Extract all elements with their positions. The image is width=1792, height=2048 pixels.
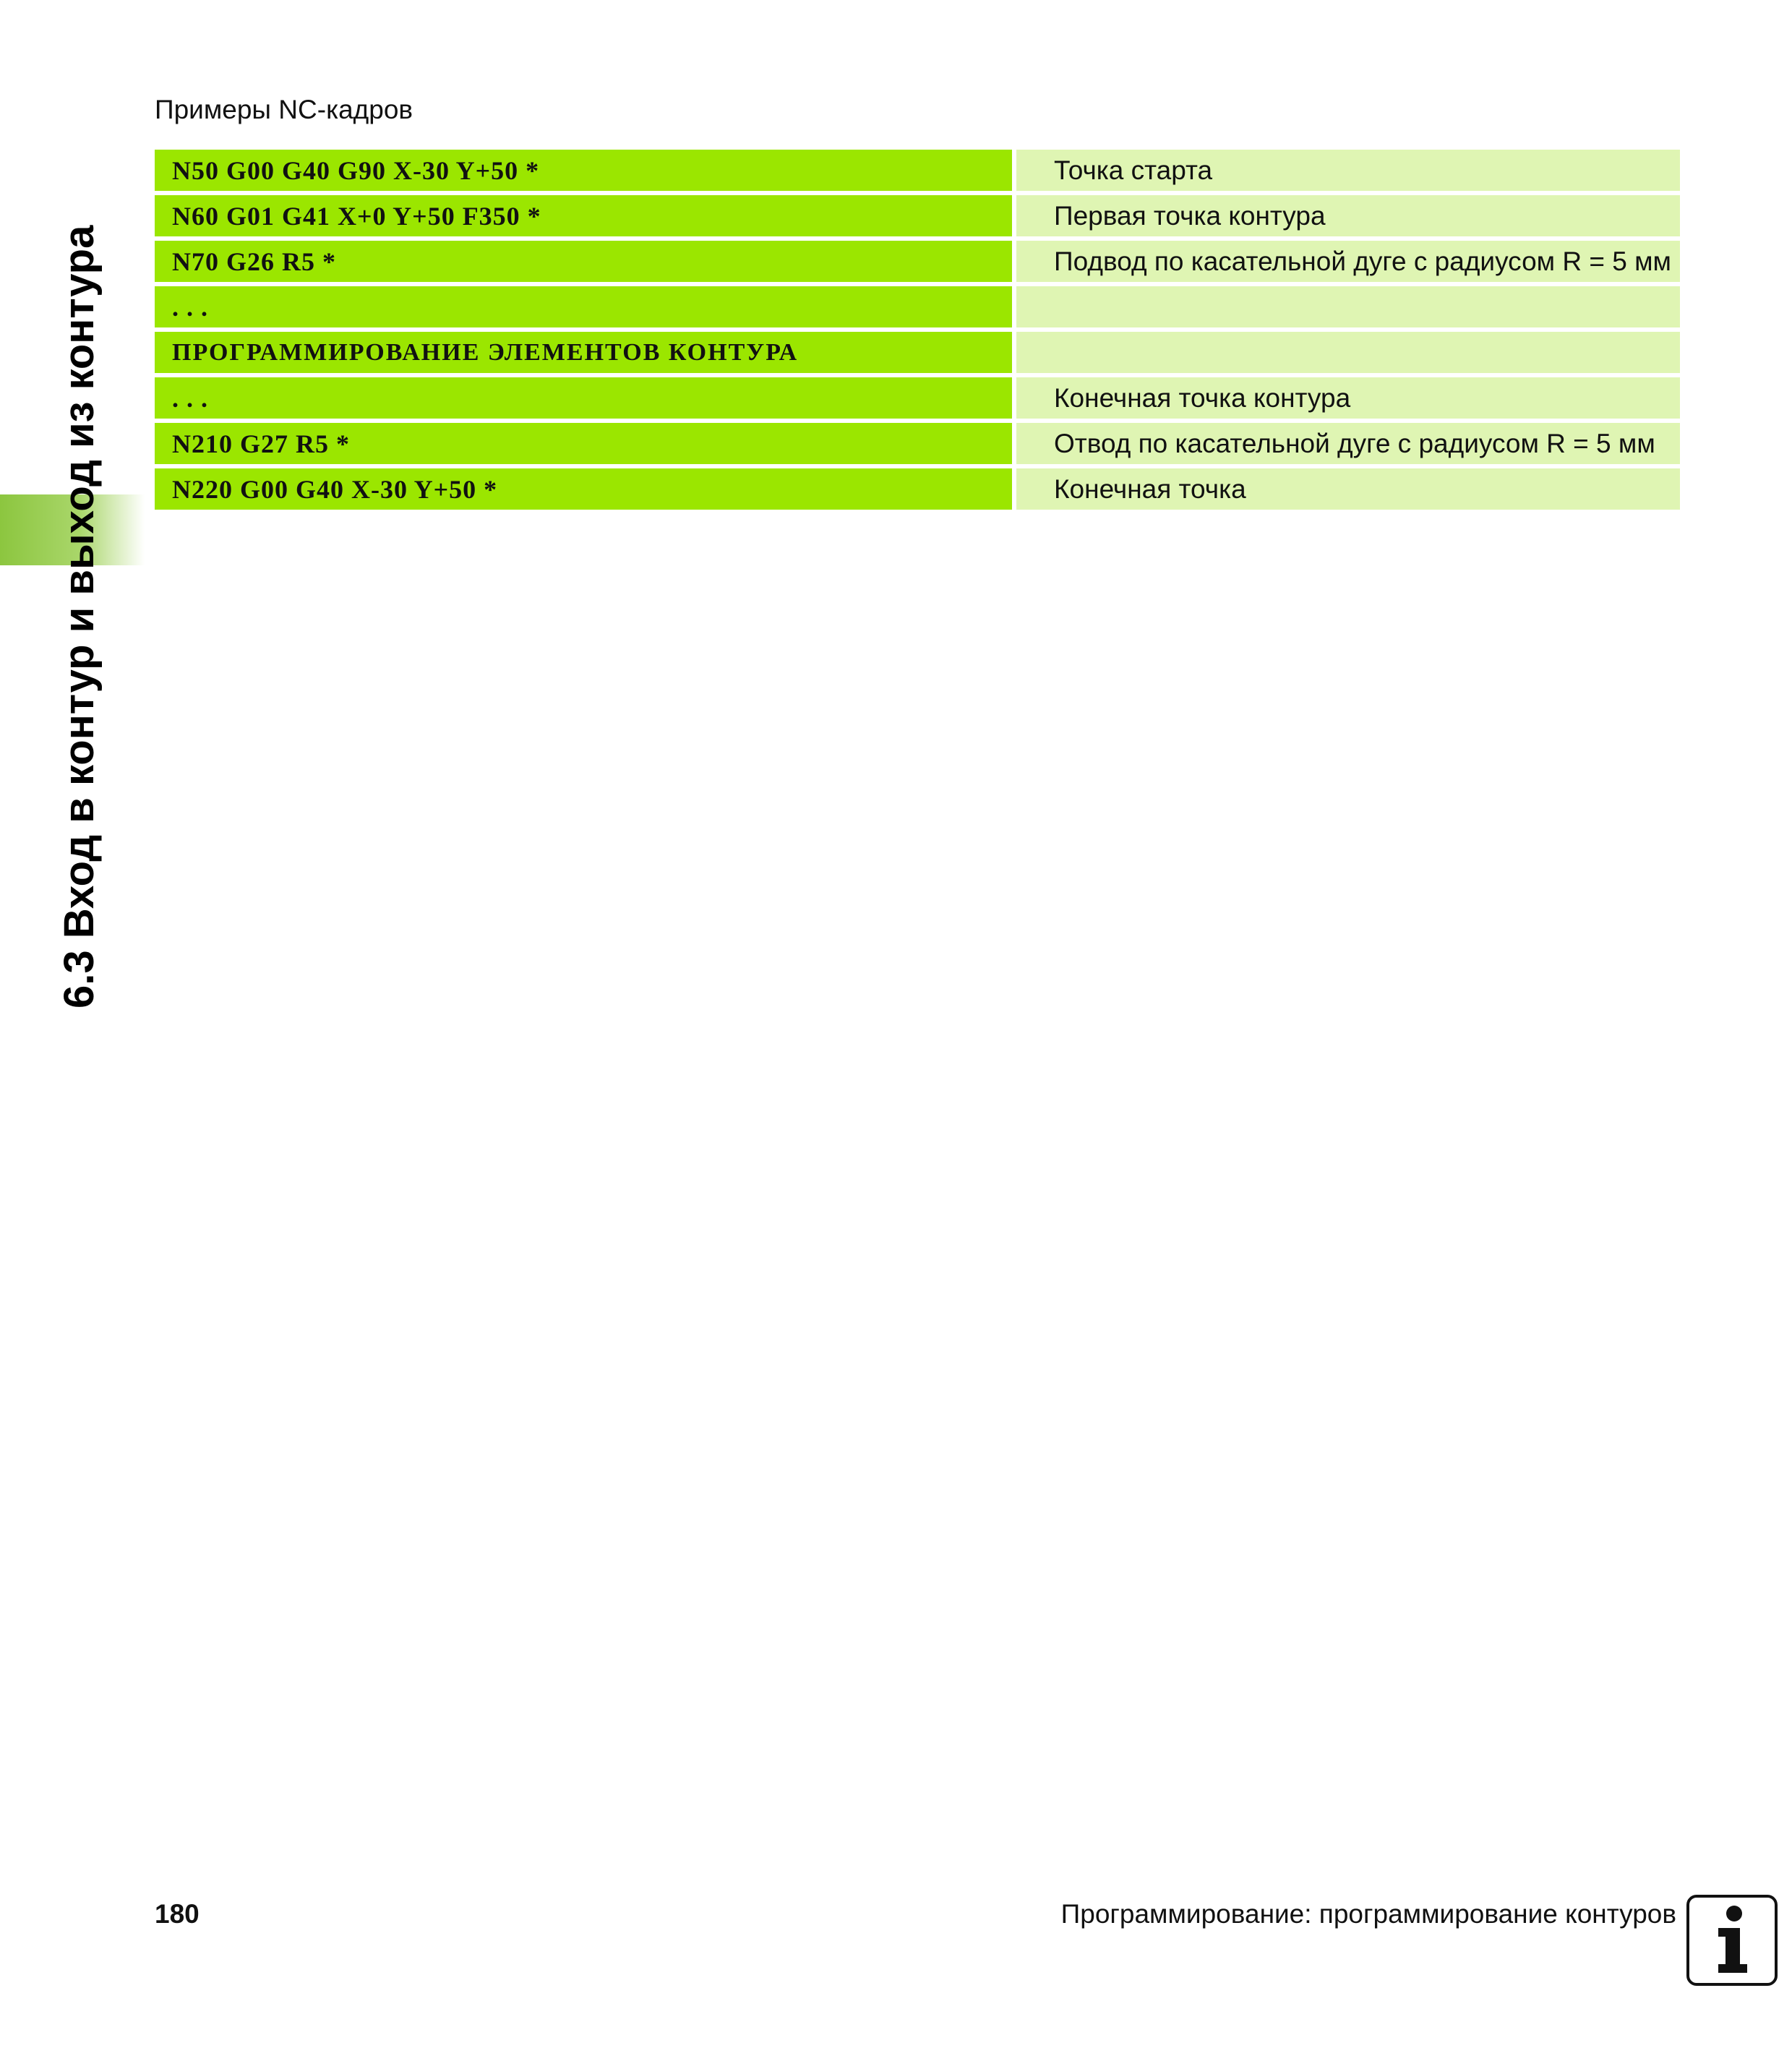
nc-comment-cell: Первая точка контура xyxy=(1016,195,1680,236)
nc-code-cell: N220 G00 G40 X-30 Y+50 * xyxy=(155,468,1012,510)
nc-comment-cell: Конечная точка xyxy=(1016,468,1680,510)
table-row xyxy=(155,195,1680,236)
nc-comment-cell: Точка старта xyxy=(1016,150,1680,191)
nc-code-cell: N210 G27 R5 * xyxy=(155,423,1012,464)
nc-comment-cell xyxy=(1016,286,1680,327)
page-number: 180 xyxy=(155,1899,200,1929)
info-icon xyxy=(1686,1895,1778,1986)
nc-comment-cell: Отвод по касательной дуге с радиусом R = 5 мм xyxy=(1016,423,1680,464)
table-row xyxy=(155,286,1680,327)
nc-comment-cell xyxy=(1016,332,1680,373)
chapter-title: 6.3 Вход в контур и выход из контура xyxy=(56,225,103,1008)
nc-code-cell: N50 G00 G40 G90 X-30 Y+50 * xyxy=(155,150,1012,191)
footer-title: Программирование: программирование контуров xyxy=(1060,1899,1676,1929)
table-row xyxy=(155,332,1680,373)
nc-blocks-table xyxy=(155,145,1680,514)
table-row xyxy=(155,468,1680,510)
section-caption: Примеры NC-кадров xyxy=(155,95,413,124)
table-row xyxy=(155,150,1680,191)
nc-comment-cell: Конечная точка контура xyxy=(1016,377,1680,419)
nc-code-cell: N60 G01 G41 X+0 Y+50 F350 * xyxy=(155,195,1012,236)
nc-comment-cell: Подвод по касательной дуге с радиусом R = 5 мм xyxy=(1016,241,1680,282)
table-row xyxy=(155,241,1680,282)
table-row xyxy=(155,377,1680,419)
nc-code-cell: ПРОГРАММИРОВАНИЕ ЭЛЕМЕНТОВ КОНТУРА xyxy=(155,332,1012,373)
nc-code-cell: . . . xyxy=(155,286,1012,327)
table-row xyxy=(155,423,1680,464)
nc-code-cell: N70 G26 R5 * xyxy=(155,241,1012,282)
nc-code-cell: . . . xyxy=(155,377,1012,419)
